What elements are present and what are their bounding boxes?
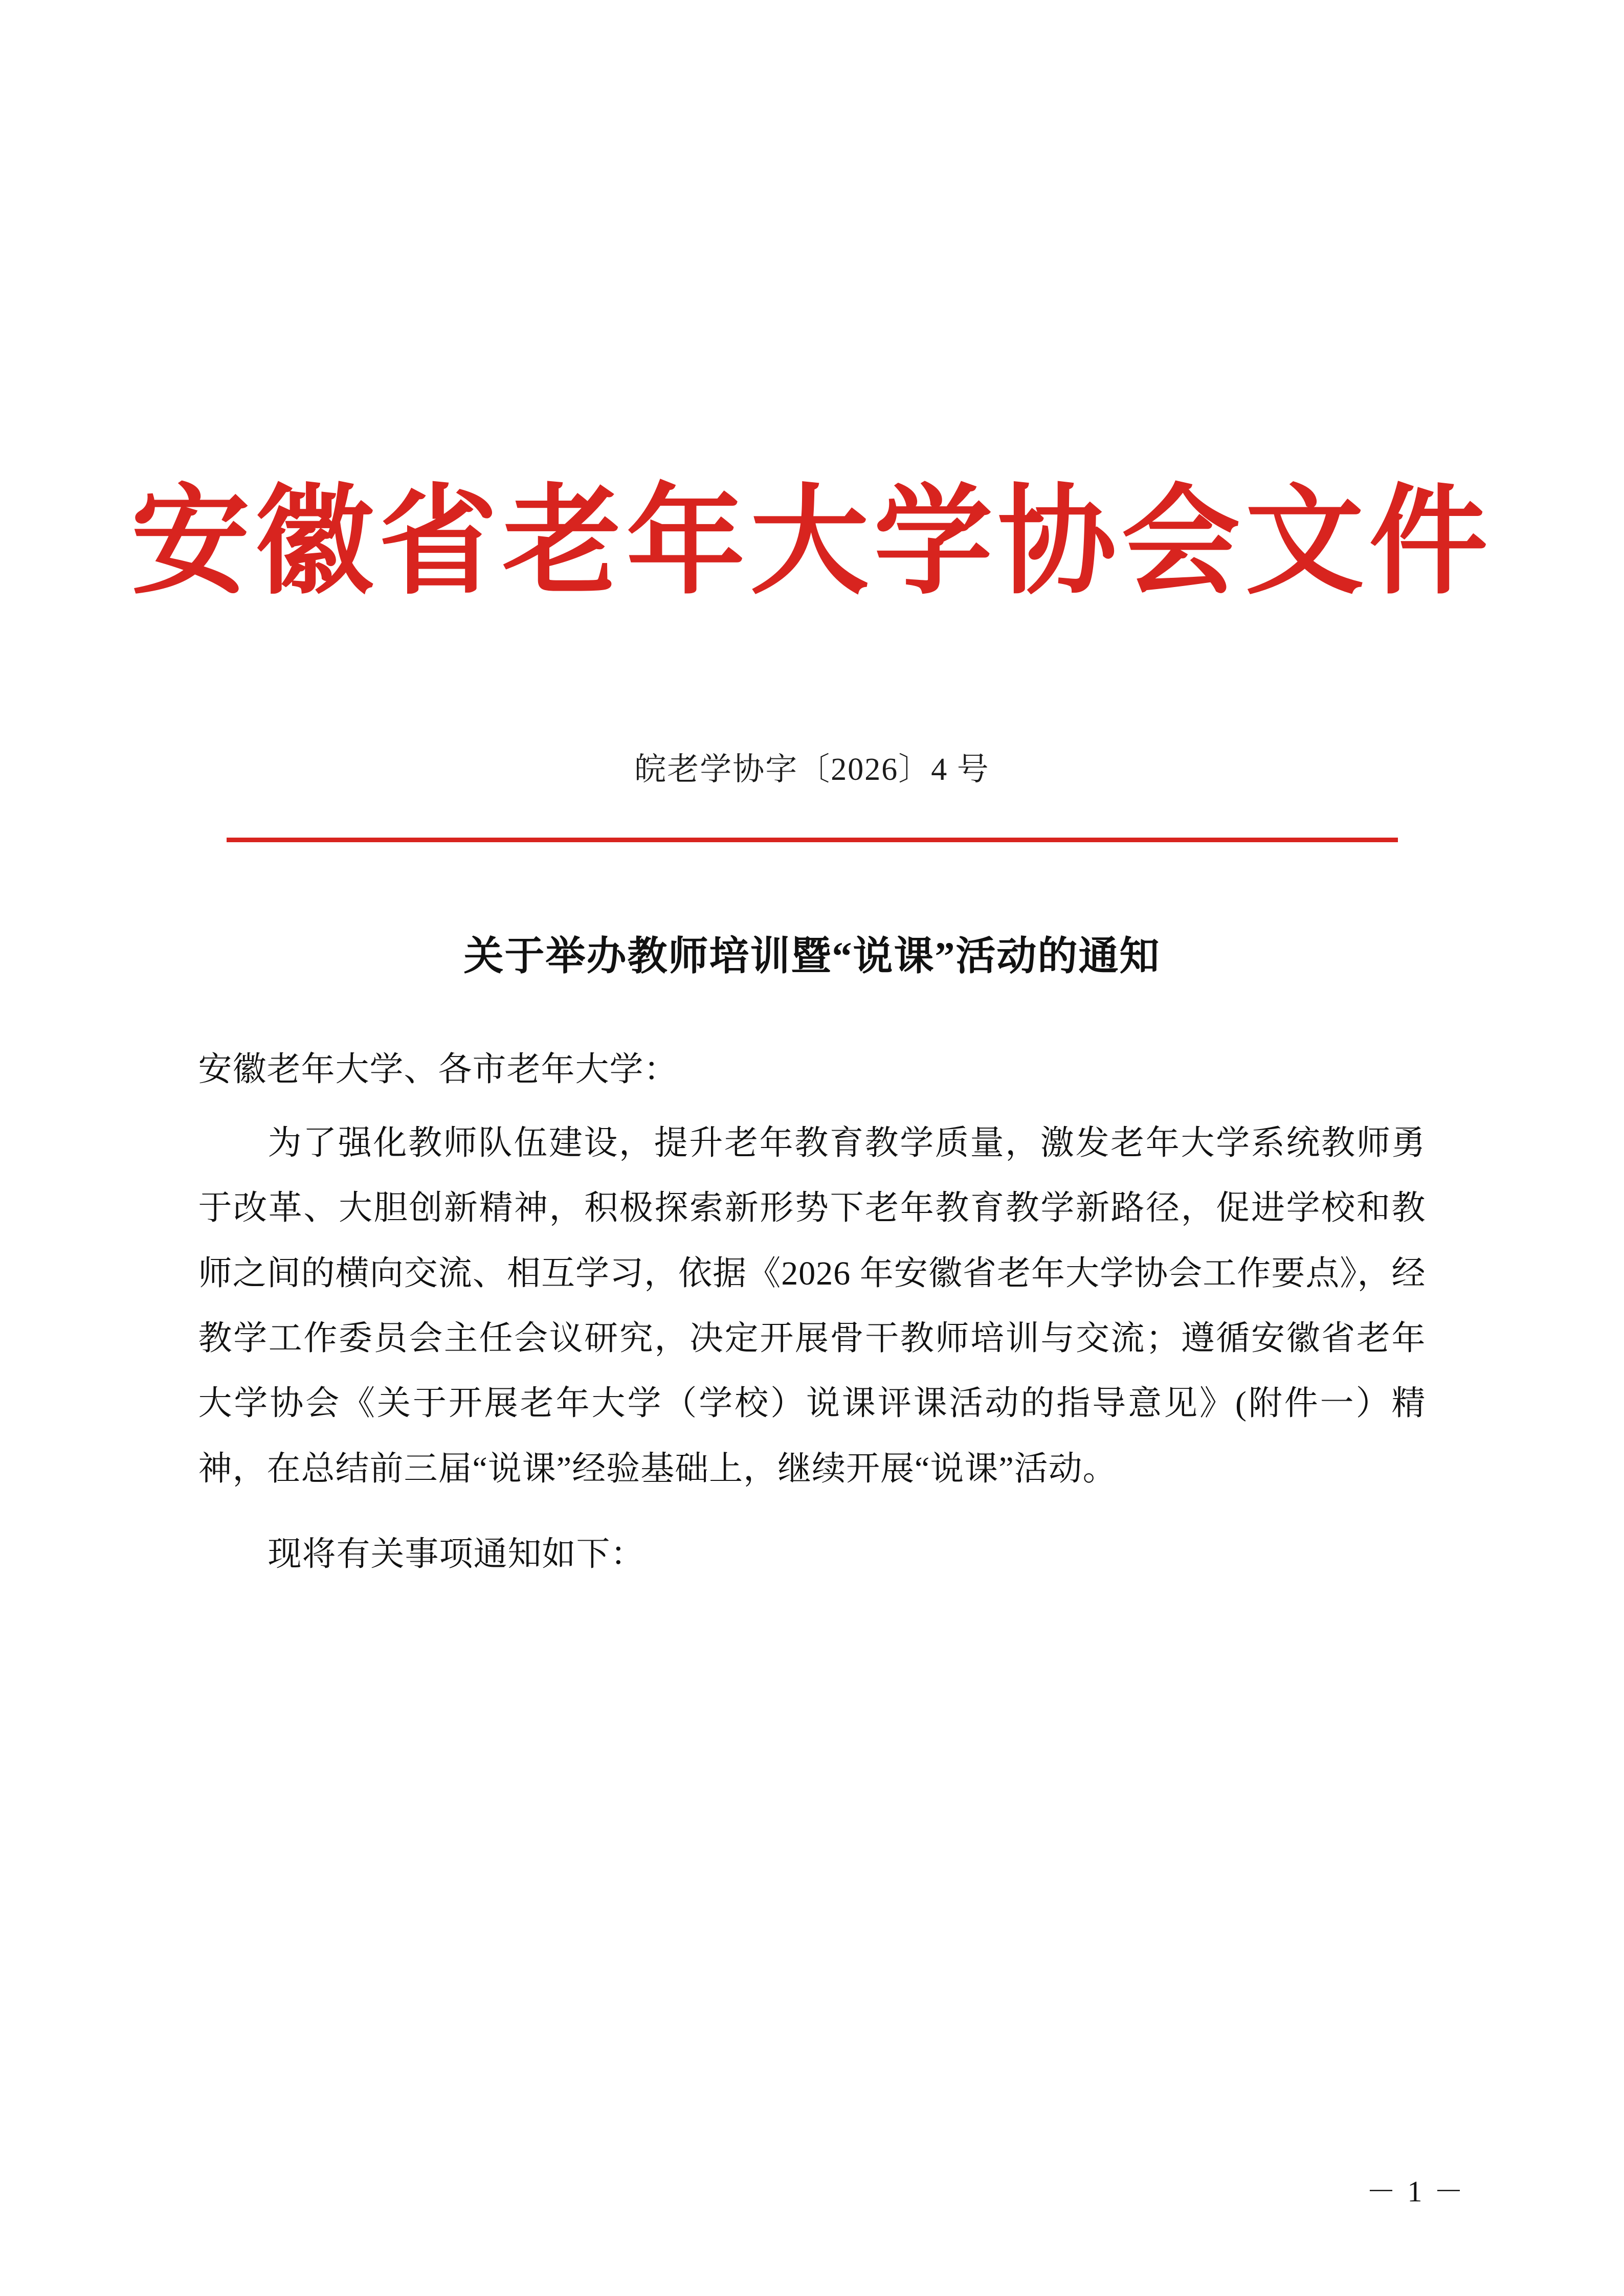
- document-number: 皖老学协字〔2026〕4 号: [634, 752, 990, 787]
- body-paragraph-1: 为了强化教师队伍建设，提升老年教育教学质量，激发老年大学系统教师勇于改革、大胆创新精神，积极探索新形势下老年教育教学新路径，促进学校和教师之间的横向交流、相互学习，依据《2026 年安徽省老年大学协会工作要点》，经教学工作委员会主任会议研究，决定开展骨干教师培训与交流；遵循安徽省老年大学协会《关于开展老年大学（学校）说课评课活动的指导意见》(附件一）精神，在总结前三届“说课”经验基础上，继续开展“说课”活动。: [198, 1124, 1426, 1488]
- salutation: 安徽老年大学、各市老年大学：: [198, 1050, 678, 1088]
- red-divider-rule: [227, 838, 1398, 842]
- page-number: － 1 －: [1366, 2175, 1465, 2208]
- document-body: [198, 981, 1426, 1587]
- body-paragraph-2: 现将有关事项通知如下：: [268, 1536, 645, 1573]
- masthead-title: 安徽省老年大学协会文件: [131, 477, 1493, 609]
- document-masthead: [0, 0, 1624, 609]
- document-subject-title: 关于举办教师培训暨“说课”活动的通知: [463, 933, 1161, 978]
